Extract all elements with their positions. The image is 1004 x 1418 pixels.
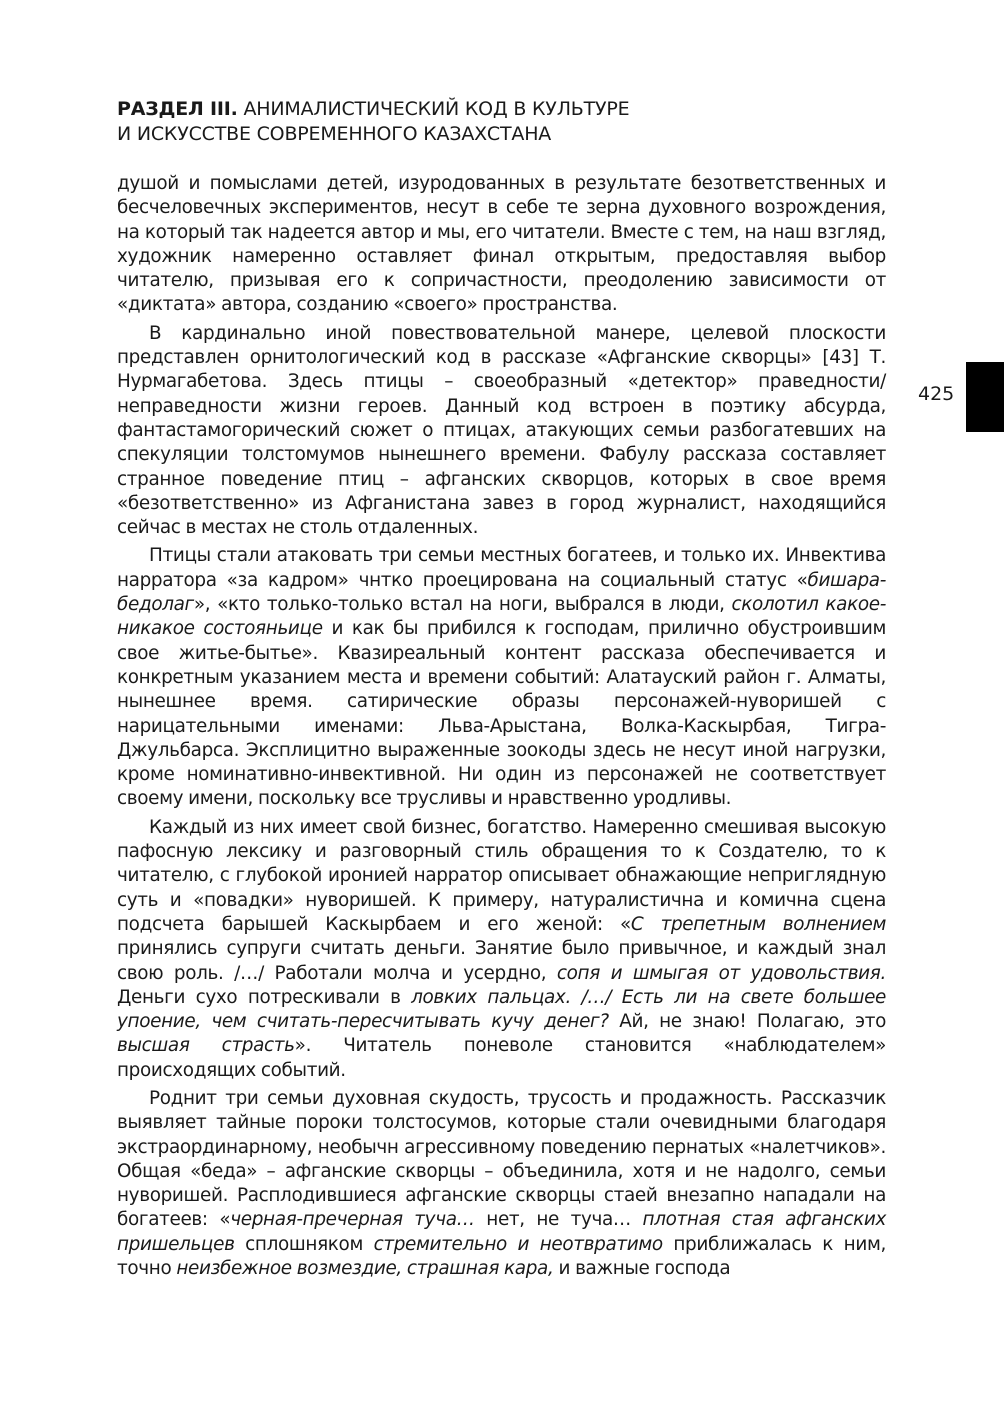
section-title-part-1: АНИМАЛИСТИЧЕСКИЙ КОД В КУЛЬТУРЕ	[237, 98, 630, 120]
italic-quote: сколотил какое-никакое состояньице	[117, 594, 886, 640]
section-title-part-2: И ИСКУССТВЕ СОВРЕМЕННОГО КАЗАХСТАНА	[117, 123, 552, 145]
text-run: и как бы прибился к господам, прилично обустроившим свое житье-бытье». Квазиреальный контент рассказа обеспечивается и конкретным указанием места и времени событий: Алатауский район г. Алматы, нынешнее время. сатирические образы персонажей-нуворишей с нарицательными именами: Льва-Арыстана, Волка-Каскырбая, Тигра-Джульбарса. Эксплицитно выраженные зоокоды здесь не несут иной нагрузки, кроме номинативно-инвективной. Ни один из персонажей не соответствует своему имени, поскольку все трусливы и нравственно уродливы.	[117, 618, 886, 810]
text-run: ». Читатель поневоле становится «наблюдателем» происходящих событий.	[117, 1035, 886, 1081]
text-run: Роднит три семьи духовная скудость, трусость и продажность. Рассказчик выявляет тайные пороки толстосумов, которые стали очевидными благодаря экстраординарному, необычн агрессивному поведению пернатых «налетчиков». Общая «беда» – афганские скворцы – объединила, хотя и не надолго, семьи нуворишей. Расплодившиеся афганские скворцы стаей внезапно нападали на богатеев: «	[117, 1087, 886, 1231]
paragraph	[117, 172, 886, 318]
italic-quote: С трепетным волнением	[630, 913, 886, 935]
text-run: Ай, не знаю! Полагаю, это	[608, 1011, 886, 1033]
italic-quote: бишара-бедолаг	[117, 569, 886, 616]
paragraph	[117, 816, 886, 1083]
section-label: РАЗДЕЛ III.	[117, 98, 238, 120]
italic-quote: сопя и шмыгая от удовольствия.	[556, 962, 886, 984]
paragraph	[117, 322, 886, 541]
text-run: и важные господа	[553, 1258, 731, 1280]
text-run: нет, не туча…	[474, 1209, 643, 1231]
text-run: принялись супруги считать деньги. Занятие было привычное, и каждый знал свою роль. /…/ Работали молча и усердно,	[117, 938, 886, 984]
text-run: Деньги сухо потрескивали в	[117, 986, 412, 1008]
text-run: душой и помыслами детей, изуродованных в результате безответственных и бесчеловечных экспериментов, несут в себе те зерна духовного возрождения, на который так надеется автор и мы, его читатели. Вместе с тем, на наш взгляд, художник намеренно оставляет финал открытым, предоставляя выбор читателю, призывая его к сопричастности, преодолению зависимости от «диктата» автора, созданию «своего» пространства.	[117, 173, 886, 316]
italic-quote: плотная стая афганских пришельцев	[117, 1209, 886, 1255]
italic-quote: высшая страсть	[117, 1035, 295, 1057]
italic-quote: стремительно и неотвратимо	[373, 1233, 663, 1255]
running-header	[117, 97, 817, 147]
text-run: приближалась к ним, точно	[117, 1233, 886, 1280]
edge-thumb-tab	[966, 362, 1004, 432]
italic-quote: черная-пречерная туча…	[230, 1209, 475, 1231]
running-header-line-1	[117, 97, 817, 122]
page-number: 425	[918, 383, 955, 405]
text-run: », «кто только-только встал на ноги, выбрался в люди,	[193, 594, 732, 616]
paragraph	[117, 544, 886, 811]
italic-quote: неизбежное возмездие, страшная кара,	[176, 1258, 554, 1280]
text-run: В кардинально иной повествовательной манере, целевой плоскости представлен орнитологический код в рассказе «Афганские скворцы» [43] Т. Нурмагабетова. Здесь птицы – своеобразный «детектор» праведности/неправедности жизни героев. Данный код встроен в поэтику абсурда, фантастамогорический сюжет о птицах, атакующих семьи разбогатевших на спекуляции толстомумов нынешнего времени. Фабулу рассказа составляет странное поведение птиц – афганских скворцов, которых в свое время «безответственно» из Афганистана завез в город журналист, находящийся сейчас в местах не столь отдаленных.	[117, 322, 886, 539]
text-run: Каждый из них имеет свой бизнес, богатство. Намеренно смешивая высокую пафосную лексику и разговорный стиль обращения то к Создателю, то к читателю, с глубокой иронией нарратор описывает обнажающие неприглядную суть и «повадки» нуворишей. К примеру, натуралистична и комична сцена подсчета барышей Каскырбаем и его женой: «	[117, 816, 886, 935]
body-text	[117, 172, 886, 1285]
text-run: сплошняком	[234, 1233, 374, 1255]
italic-quote: ловких пальцах. /…/ Есть ли на свете большее упоение, чем считать-пересчитывать кучу денег?	[117, 986, 886, 1033]
text-run: Птицы стали атаковать три семьи местных богатеев, и только их. Инвектива нарратора «за кадром» чнтко проецирована на социальный статус «	[117, 545, 886, 591]
paragraph	[117, 1087, 886, 1281]
